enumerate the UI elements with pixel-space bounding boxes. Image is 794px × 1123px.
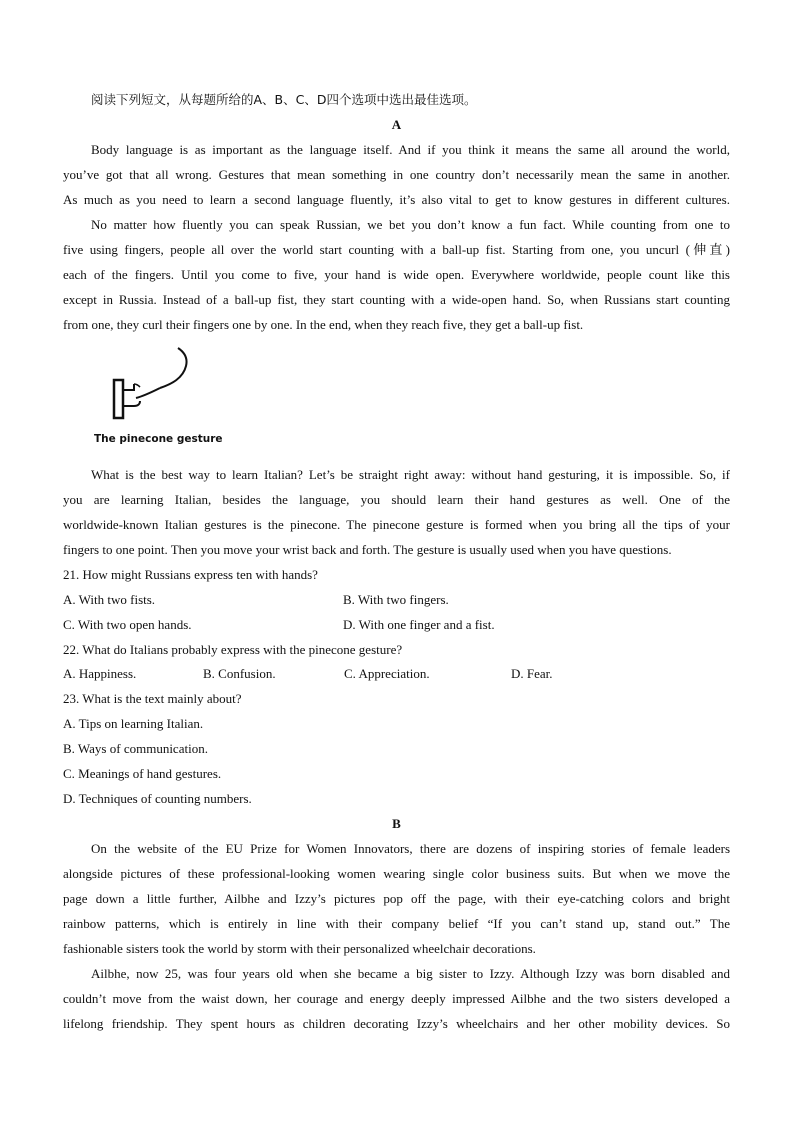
text-line: rainbow patterns, which is entirely in line with their company belief “If you can’t stand up, stand out.” The (63, 916, 730, 931)
q21-option-a: A. With two fists. (63, 592, 156, 607)
question-22: 22. What do Italians probably express with the pinecone gesture? (63, 642, 403, 657)
q23-option-a: A. Tips on learning Italian. (63, 716, 204, 731)
section-b-title: B (392, 816, 401, 831)
text-line: five using fingers, people all over the world start counting with a ball-up fist. Starting from one, you uncurl (伸直) (63, 242, 730, 257)
instruction: 阅读下列短文，从每题所给的A、B、C、D四个选项中选出最佳选项。 (91, 92, 477, 107)
section-a-paragraph-2 (63, 212, 730, 337)
q21-option-c: C. With two open hands. (63, 617, 192, 632)
q23-option-b: B. Ways of communication. (63, 741, 208, 756)
text-line: each of the fingers. Until you come to five, your hand is wide open. Everywhere worldwide, people count like this (63, 267, 730, 282)
section-a-paragraph-3 (63, 462, 730, 562)
text-line: lifelong friendship. They spent hours as children decorating Izzy’s wheelchairs and her other mobility devices. So (63, 1016, 730, 1031)
question-23: 23. What is the text mainly about? (63, 691, 242, 706)
section-a-paragraph-1 (63, 137, 730, 212)
section-b-paragraph-2 (63, 961, 730, 1036)
text-line: What is the best way to learn Italian? Let’s be straight right away: without hand gesturing, it is impossible. So, if (91, 467, 730, 482)
text-line: you are learning Italian, besides the language, you should learn their hand gestures as well. One of the (63, 492, 730, 507)
section-b-paragraph-1 (63, 836, 730, 961)
text-line: No matter how fluently you can speak Russian, we bet you don’t know a fun fact. While counting from one to (91, 217, 730, 232)
section-a-title: A (391, 117, 402, 132)
q22-option-c: C. Appreciation. (344, 666, 430, 681)
figure-caption: The pinecone gesture (94, 433, 223, 445)
text-line: Body language is as important as the language itself. And if you think it means the same all around the world, (91, 142, 730, 157)
q21-option-d: D. With one finger and a fist. (343, 617, 495, 632)
question-21: 21. How might Russians express ten with hands? (63, 567, 318, 582)
text-line: Ailbhe, now 25, was four years old when she became a big sister to Izzy. Although Izzy was born disabled and (91, 966, 730, 981)
q23-option-d: D. Techniques of counting numbers. (63, 791, 252, 806)
text-line: you’ve got that all wrong. Gestures that mean something in one country don’t necessarily mean the same in another. (63, 167, 730, 182)
pinecone-gesture-illustration (100, 344, 220, 430)
text-line: fashionable sisters took the world by storm with their personalized wheelchair decorations. (63, 941, 536, 956)
q21-option-b: B. With two fingers. (343, 592, 449, 607)
text-line: As much as you need to learn a second language fluently, it’s also vital to get to know gestures in different cultures. (63, 192, 730, 207)
text-line: from one, they curl their fingers one by one. In the end, when they reach five, they get a ball-up fist. (63, 317, 584, 332)
text-line: worldwide-known Italian gestures is the pinecone. The pinecone gesture is formed when you bring all the tips of your (63, 517, 730, 532)
q22-option-a: A. Happiness. (63, 666, 137, 681)
text-line: except in Russia. Instead of a ball-up fist, they start counting with a wide-open hand. So, when Russians start counting (63, 292, 730, 307)
text-line: alongside pictures of these professional-looking women wearing single color business suits. But when we move the (63, 866, 730, 881)
text-line: fingers to one point. Then you move your wrist back and forth. The gesture is usually used when you have questions. (63, 542, 672, 557)
text-line: couldn’t move from the waist down, her courage and energy deeply impressed Ailbhe and the two sisters developed a (63, 991, 730, 1006)
text-line: page down a little further, Ailbhe and Izzy’s pictures pop off the page, with their eye-catching colors and bright (63, 891, 730, 906)
text-line: On the website of the EU Prize for Women Innovators, there are dozens of inspiring stories of female leaders (91, 841, 730, 856)
q23-option-c: C. Meanings of hand gestures. (63, 766, 222, 781)
q22-option-d: D. Fear. (511, 666, 553, 681)
q22-option-b: B. Confusion. (203, 666, 276, 681)
